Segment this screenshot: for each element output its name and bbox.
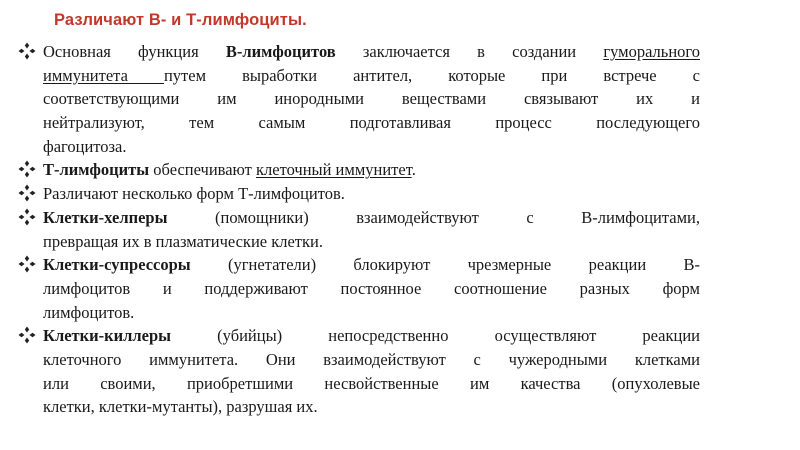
list-item	[18, 253, 700, 324]
text-line: нейтрализуют, тем самым подготавливая процесс последующего	[43, 113, 700, 133]
text-line: Клетки-хелперы (помощники) взаимодействуют с В-лимфоцитами,	[43, 207, 700, 227]
text-line: превращая их в плазматические клетки.	[43, 231, 323, 251]
text-line: лимфоцитов и поддерживают постоянное соотношение разных форм	[43, 278, 700, 298]
list-item	[18, 40, 700, 158]
text-line: лимфоцитов.	[43, 302, 135, 322]
text-line: Т-лимфоциты обеспечивают клеточный иммунитет.	[43, 160, 416, 180]
bullet-list	[18, 40, 700, 419]
list-item	[18, 158, 700, 182]
text-line: соответствующими им инородными веществами связывают их и	[43, 89, 700, 109]
text-line: Различают несколько форм Т-лимфоцитов.	[43, 184, 345, 204]
text-line: Клетки-супрессоры (угнетатели) блокируют чрезмерные реакции В-	[43, 255, 700, 275]
four-diamond-bullet-icon	[18, 160, 36, 178]
four-diamond-bullet-icon	[18, 42, 36, 60]
text-line: клеточного иммунитета. Они взаимодействуют с чужеродными клетками	[43, 349, 700, 369]
four-diamond-bullet-icon	[18, 326, 36, 344]
text-line: Клетки-киллеры (убийцы) непосредственно осуществляют реакции	[43, 326, 700, 346]
list-item	[18, 324, 700, 419]
list-item	[18, 206, 700, 253]
text-line: или своими, приобретшими несвойственные им качества (опухолевые	[43, 373, 700, 393]
text-line: фагоцитоза.	[43, 136, 127, 156]
text-line: клетки, клетки-мутанты), разрушая их.	[43, 397, 318, 417]
list-item	[18, 182, 700, 206]
text-line: иммунитета путем выработки антител, которые при встрече с	[43, 65, 700, 85]
text-line: Основная функция В-лимфоцитов заключается в создании гуморального	[43, 42, 700, 61]
four-diamond-bullet-icon	[18, 255, 36, 273]
four-diamond-bullet-icon	[18, 184, 36, 202]
four-diamond-bullet-icon	[18, 208, 36, 226]
slide-title: Различают В- и Т-лимфоциты.	[54, 11, 307, 29]
